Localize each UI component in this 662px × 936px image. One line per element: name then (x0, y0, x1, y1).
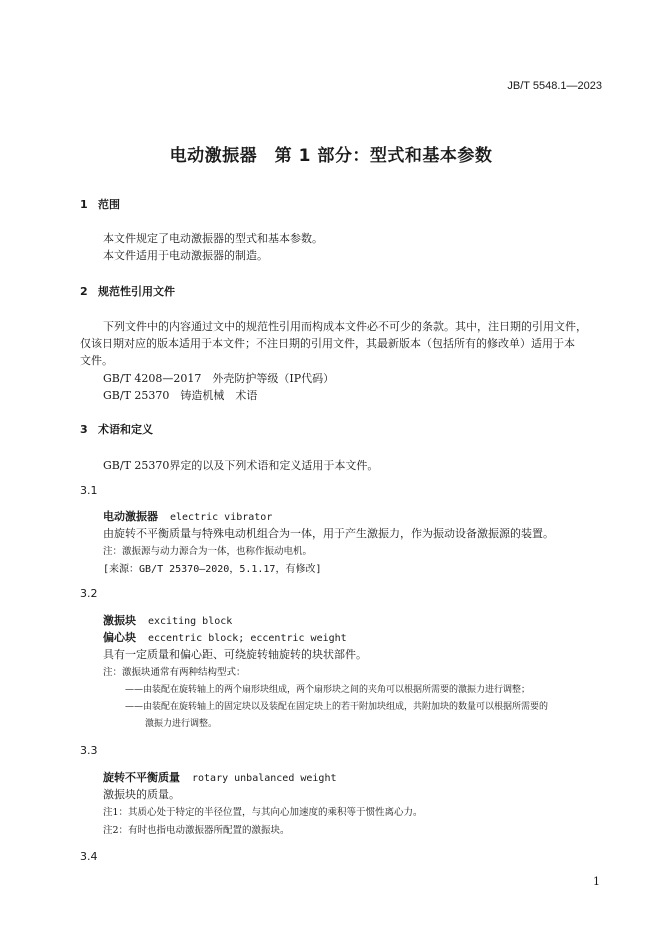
normref-para-line-1: 下列文件中的内容通过文中的规范性引用而构成本文件必不可少的条款。其中，注日期的引用文件， (103, 320, 587, 333)
section-1-title: 范围 (98, 198, 120, 211)
term-3-1-source: [来源：GB/T 25370—2020，5.1.17，有修改] (103, 564, 322, 575)
term-cn: 电动激振器 (103, 510, 158, 523)
term-cn: 激振块 (103, 614, 136, 627)
reference-item: GB/T 25370 铸造机械 术语 (103, 389, 258, 402)
normref-para-line-3: 文件。 (80, 354, 113, 367)
term-en: exciting block (148, 616, 233, 627)
note-list-item: ——由装配在旋转轴上的两个扇形块组成，两个扇形块之间的夹角可以根据所需要的激振力进行调整； (125, 685, 531, 695)
section-1-number: 1 (80, 198, 88, 211)
term-3-1-definition: 由旋转不平衡质量与特殊电动机组合为一体，用于产生激振力，作为振动设备激振源的装置。 (103, 527, 554, 540)
term-3-2-note: 注：激振块通常有两种结构型式： (103, 667, 246, 678)
term-3-1-note: 注：激振源与动力源合为一体，也称作振动电机。 (103, 546, 313, 557)
section-3-title: 术语和定义 (98, 423, 153, 436)
term-3-3-note-2: 注2：有时也指电动激振器所配置的激振块。 (103, 825, 290, 836)
term-3-2-number: 3.2 (80, 587, 98, 600)
section-2-number: 2 (80, 285, 88, 298)
page-number: 1 (593, 875, 600, 888)
term-3-4-number: 3.4 (80, 850, 98, 863)
section-1-heading (80, 196, 120, 212)
section-2-heading (80, 283, 175, 299)
reference-item: GB/T 4208—2017 外壳防护等级（IP代码） (103, 372, 335, 385)
term-3-3-title (103, 769, 337, 785)
term-3-3-number: 3.3 (80, 744, 98, 757)
section-2-title: 规范性引用文件 (98, 285, 175, 298)
term-en: eccentric block; eccentric weight (148, 633, 347, 644)
term-en: electric vibrator (170, 512, 273, 523)
term-3-2-title-2 (103, 629, 347, 645)
term-cn: 偏心块 (103, 631, 136, 644)
term-3-1-number: 3.1 (80, 484, 98, 497)
page-title: 电动激振器 第 1 部分：型式和基本参数 (169, 146, 493, 166)
scope-para-2: 本文件适用于电动激振器的制造。 (103, 249, 268, 262)
term-3-1-title (103, 508, 272, 524)
term-3-3-definition: 激振块的质量。 (103, 788, 180, 801)
term-3-2-title-1 (103, 612, 232, 628)
standard-number: JB/T 5548.1—2023 (507, 80, 602, 92)
term-en: rotary unbalanced weight (192, 773, 337, 784)
term-3-3-note-1: 注1：其质心处于特定的半径位置，与其向心加速度的乘积等于惯性离心力。 (103, 807, 423, 818)
scope-para-1: 本文件规定了电动激振器的型式和基本参数。 (103, 232, 323, 245)
term-3-2-definition: 具有一定质量和偏心距、可绕旋转轴旋转的块状部件。 (103, 648, 367, 661)
section-3-number: 3 (80, 423, 88, 436)
note-list-item-continued: 激振力进行调整。 (145, 719, 218, 729)
section-3-heading (80, 421, 153, 437)
terms-intro: GB/T 25370界定的以及下列术语和定义适用于本文件。 (103, 459, 379, 472)
normref-para-line-2: 仅该日期对应的版本适用于本文件；不注日期的引用文件，其最新版本（包括所有的修改单）适用于本 (80, 337, 575, 350)
note-list-item: ——由装配在旋转轴上的固定块以及装配在固定块上的若干附加块组成，共附加块的数量可以根据所需要的 (125, 702, 549, 712)
term-cn: 旋转不平衡质量 (103, 771, 180, 784)
